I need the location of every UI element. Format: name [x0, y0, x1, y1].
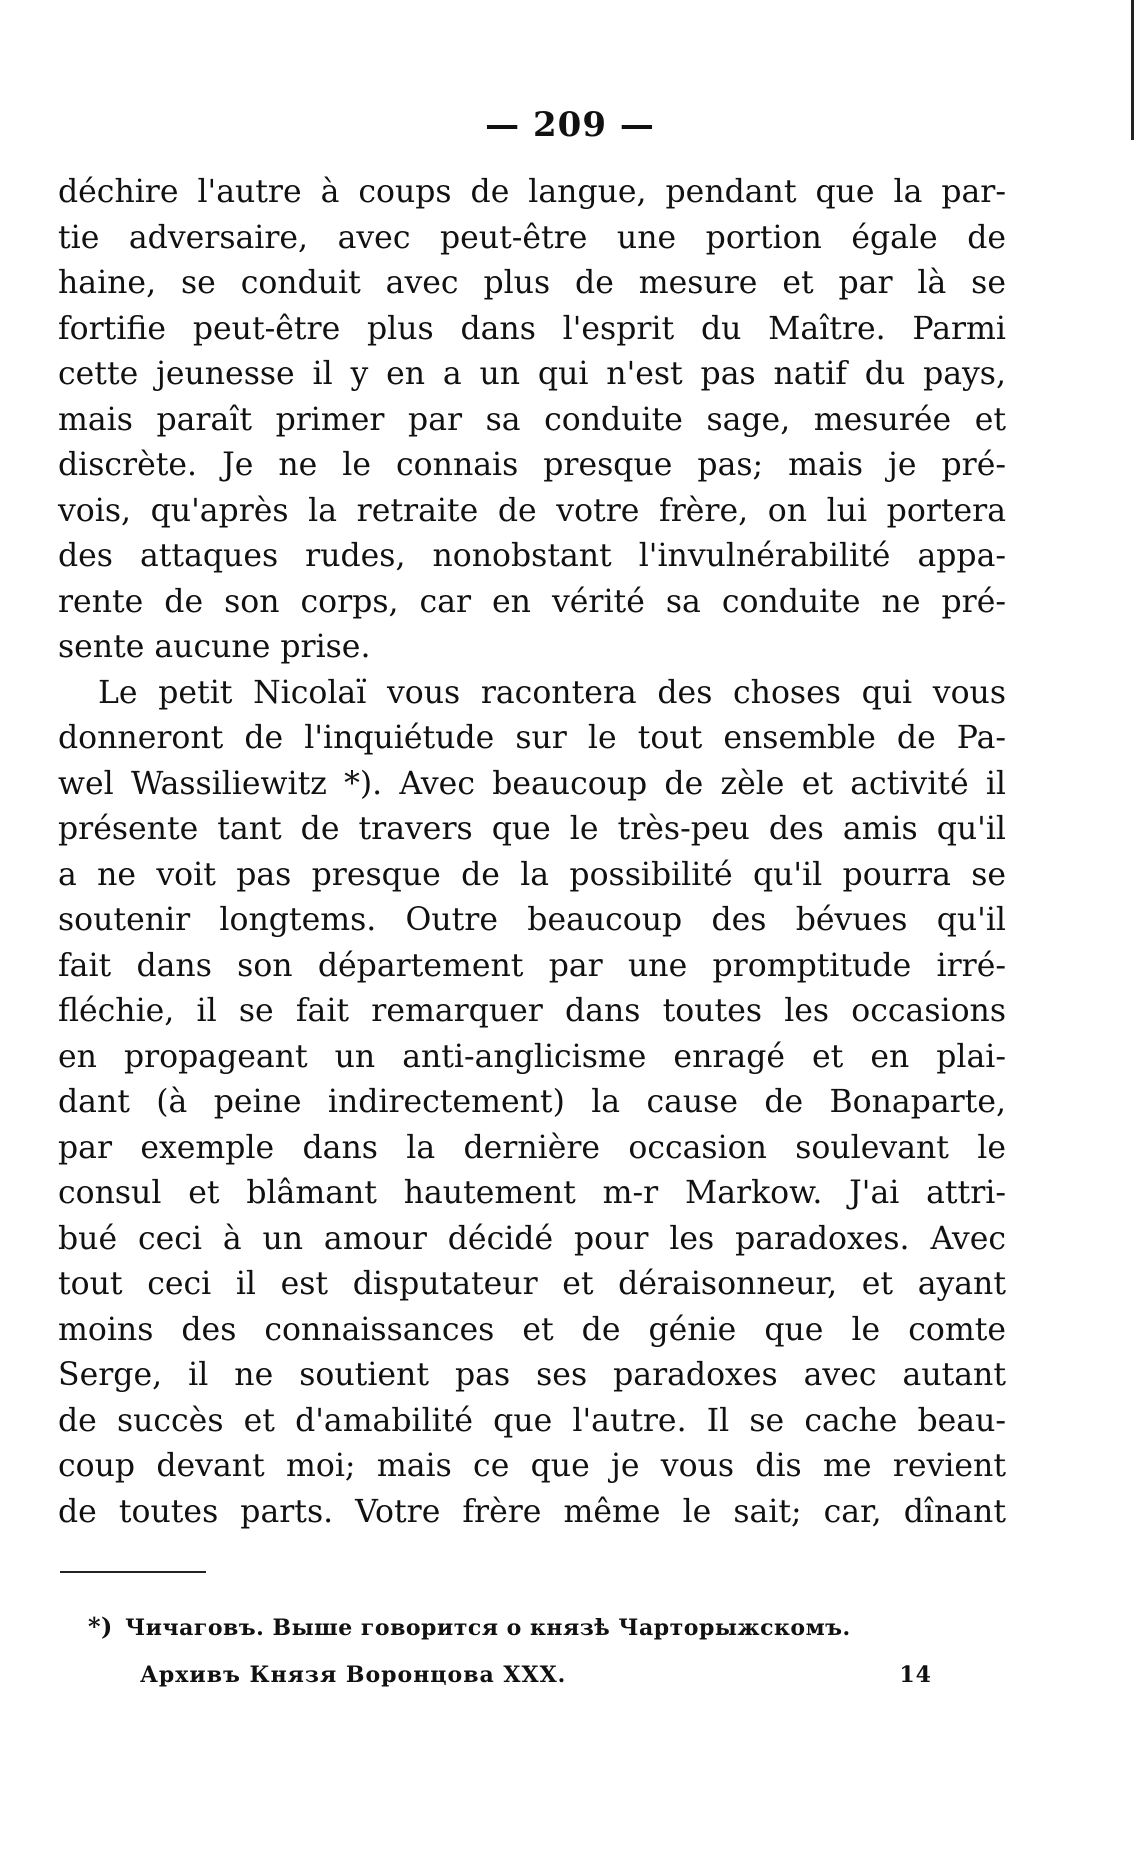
text-line: fléchie, il se fait remarquer dans toutes les occasions — [58, 993, 1006, 1029]
text-line: par exemple dans la dernière occasion soulevant le — [58, 1129, 1006, 1166]
text-line: consul et blâmant hautement m-r Markow. J'ai attri- — [58, 1175, 1006, 1211]
signature-line — [140, 1662, 932, 1688]
text-line: cette jeunesse il y en a un qui n'est pas natif du pays, — [58, 356, 1006, 392]
text-line: wel Wassiliewitz *). Avec beaucoup de zèle et activité il — [58, 765, 1006, 802]
text-line: a ne voit pas presque de la possibilité qu'il pourra se — [58, 856, 1006, 893]
text-line: tie adversaire, avec peut-être une portion égale de — [58, 219, 1006, 256]
text-line: en propageant un anti-anglicisme enragé et en plai- — [58, 1038, 1006, 1075]
footnote — [88, 1612, 988, 1641]
text-line: discrète. Je ne le connais presque pas; mais je pré- — [58, 447, 1006, 483]
text-line: de succès et d'amabilité que l'autre. Il se cache beau- — [58, 1402, 1006, 1439]
body-text — [58, 170, 1006, 1535]
text-line: coup devant moi; mais ce que je vous dis me revient — [58, 1448, 1006, 1484]
text-line: mais paraît primer par sa conduite sage, mesurée et — [58, 401, 1006, 438]
text-line: déchire l'autre à coups de langue, pendant que la par- — [58, 174, 1006, 210]
text-line: moins des connaissances et de génie que le comte — [58, 1311, 1006, 1348]
footnote-text: Чичаговъ. Выше говорится о князѣ Чарторыжскомъ. — [125, 1615, 851, 1641]
signature-number: 14 — [899, 1662, 932, 1688]
text-line: soutenir longtems. Outre beaucoup des bévues qu'il — [58, 902, 1006, 938]
archive-signature: Архивъ Князя Воронцова XXX. — [140, 1662, 567, 1688]
text-line: Le petit Nicolaï vous racontera des choses qui vous — [98, 674, 1006, 711]
text-line: de toutes parts. Votre frère même le sait; car, dînant — [58, 1493, 1006, 1530]
text-line: donneront de l'inquiétude sur le tout ensemble de Pa- — [58, 720, 1006, 756]
text-line: rente de son corps, car en vérité sa conduite ne pré- — [58, 583, 1006, 620]
text-line: Serge, il ne soutient pas ses paradoxes avec autant — [58, 1357, 1006, 1393]
footnote-mark: *) — [88, 1612, 113, 1641]
page-number: — 209 — — [485, 105, 655, 145]
text-line: présente tant de travers que le très-peu des amis qu'il — [58, 811, 1006, 847]
text-line: vois, qu'après la retraite de votre frère, on lui portera — [58, 492, 1006, 529]
text-line: fait dans son département par une promptitude irré- — [58, 947, 1006, 984]
text-line: haine, se conduit avec plus de mesure et par là se — [58, 265, 1006, 301]
footnote-divider — [60, 1571, 206, 1573]
text-line: fortifie peut-être plus dans l'esprit du Maître. Parmi — [58, 310, 1006, 347]
text-line: des attaques rudes, nonobstant l'invulnérabilité appa- — [58, 538, 1006, 574]
text-line: sente aucune prise. — [58, 629, 371, 665]
text-line: tout ceci il est disputateur et déraisonneur, et ayant — [58, 1266, 1006, 1302]
text-line: bué ceci à un amour décidé pour les paradoxes. Avec — [58, 1220, 1006, 1257]
text-line: dant (à peine indirectement) la cause de Bonaparte, — [58, 1084, 1006, 1120]
